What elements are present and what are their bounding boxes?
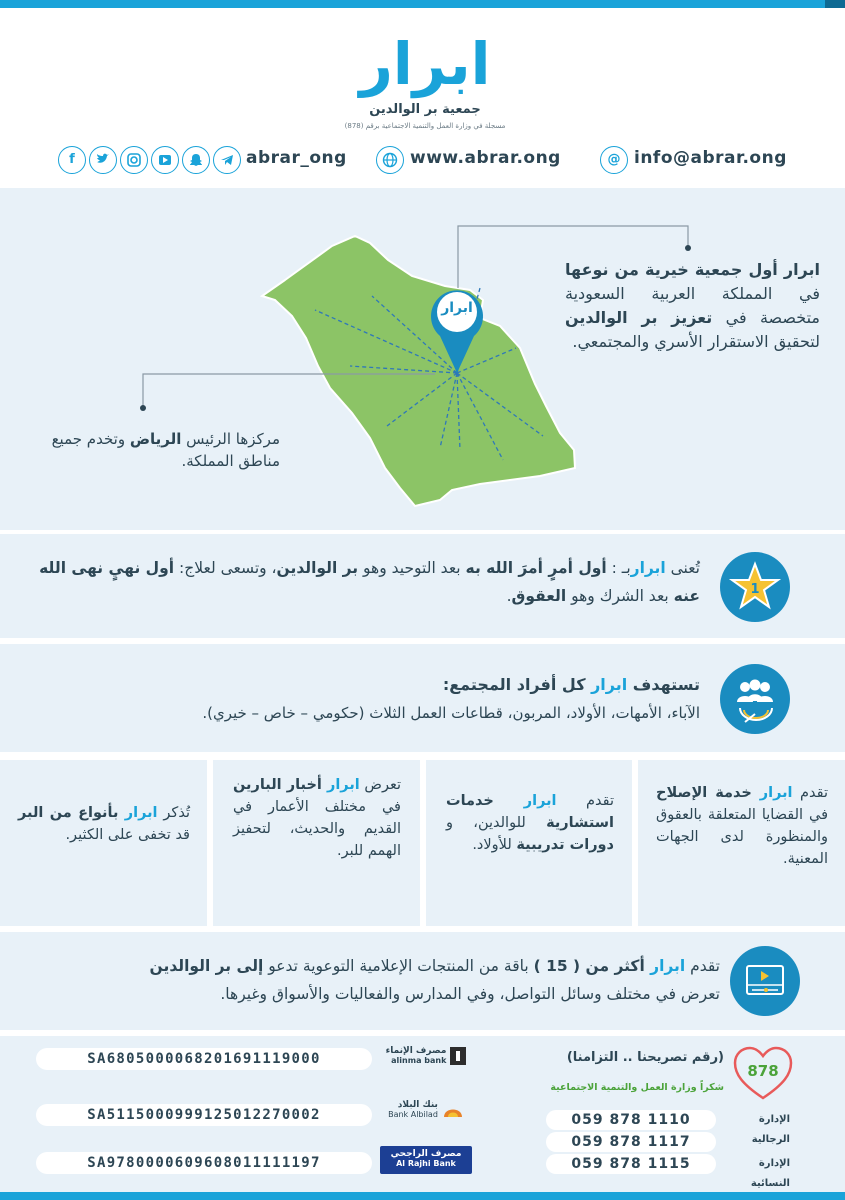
snapchat-icon[interactable] xyxy=(182,146,210,174)
phone-women-label: الإدارة النسائية xyxy=(750,1158,790,1189)
hq-paragraph: مركزها الرئيس الرياض وتخدم جميع مناطق المملكة. xyxy=(51,430,280,470)
bottom-accent-bar xyxy=(0,1192,845,1200)
logo-subtitle: جمعية بر الوالدين xyxy=(369,102,481,117)
iban-albilad[interactable]: SA5115000999125012270002 xyxy=(36,1104,372,1126)
license-line: مسجلة في وزارة العمل والتنمية الاجتماعية برقم (878) xyxy=(344,122,506,130)
iban-alinma[interactable]: SA6805000068201691119000 xyxy=(36,1048,372,1070)
pin-label: ابرار xyxy=(441,300,473,316)
target-heading: تستهدف ابرار كل أفراد المجتمع: xyxy=(442,675,700,694)
contact-row xyxy=(0,146,845,182)
column-text: تُذكر ابرار بأنواع من البر قد تخفى على الكثير. xyxy=(18,805,190,843)
license-title: (رقم تصريحنا .. التزامنا) xyxy=(566,1050,724,1065)
column-reconciliation xyxy=(638,760,845,926)
star-badge-icon xyxy=(720,552,790,622)
license-number: 878 xyxy=(747,1062,779,1080)
email-link[interactable]: info@abrar.ong xyxy=(634,148,787,168)
column-consulting xyxy=(426,760,632,926)
telegram-icon[interactable] xyxy=(213,146,241,174)
video-player-icon xyxy=(730,946,800,1016)
map-section xyxy=(0,188,845,530)
column-text: تقدم ابرار خدمات استشارية للوالدين، و دورات تدريبية للأولاد. xyxy=(446,793,614,853)
alinma-bank-logo: مصرف الإنماء alinma bank xyxy=(380,1046,472,1072)
globe-icon xyxy=(376,146,404,174)
saudi-map-graphic xyxy=(0,188,845,530)
media-row xyxy=(0,932,845,1030)
phone-men-label: الإدارة الرجالية xyxy=(751,1114,790,1145)
top-accent-bar xyxy=(0,0,845,8)
facebook-icon[interactable]: f xyxy=(58,146,86,174)
logo-mark: ابرار xyxy=(359,30,491,98)
at-sign-icon: @ xyxy=(600,146,628,174)
meaning-row xyxy=(0,534,845,638)
column-text: تقدم ابرار خدمة الإصلاح في القضايا المتعلقة بالعقوق والمنظورة لدى الجهات المعنية. xyxy=(656,785,828,867)
abrar-logo xyxy=(320,28,530,130)
phone-men[interactable]: 059 878 1110 xyxy=(546,1110,716,1130)
header xyxy=(0,8,845,188)
media-text: تقدم ابرار أكثر من ( 15 ) باقة من المنتجات الإعلامية التوعوية تدعو إلى بر الوالدين تعرض في مختلف وسائل التواصل، وفي المدارس والفعاليات والأسواق وغيرها. xyxy=(149,957,720,1003)
footer xyxy=(0,1036,845,1192)
social-handle[interactable]: abrar_ong xyxy=(246,148,347,168)
youtube-icon[interactable] xyxy=(151,146,179,174)
column-reminders xyxy=(0,760,207,926)
meaning-text: تُعنى ابراربـ : أول أمرٍ أمرَ الله به بعد التوحيد وهو بر الوالدين، وتسعى لعلاج: أول نهيٍ نهى الله عنه بعد الشرك وهو العقوق. xyxy=(39,559,700,605)
svg-text:1: 1 xyxy=(750,582,760,597)
phone-general[interactable]: 059 878 1117 xyxy=(546,1132,716,1152)
column-stories xyxy=(213,760,420,926)
column-text: تعرض ابرار أخبار البارين في مختلف الأعمار في القديم والحديث، لتحفيز الهمم للبر. xyxy=(233,777,401,859)
thanks-ministry: شكراً وزارة العمل والتنمية الاجتماعية xyxy=(550,1082,724,1093)
alrajhi-bank-logo: مصرف الراجحي Al Rajhi Bank xyxy=(380,1146,472,1174)
top-accent-bar-dark xyxy=(825,0,845,8)
intro-paragraph: ابرار أول جمعية خيرية من نوعها في المملكة العربية السعودية متخصصة في تعزيز بر الوالدين لتحقيق الاستقرار الأسري والمجتمعي. xyxy=(565,260,820,351)
website-link[interactable]: www.abrar.ong xyxy=(410,148,561,168)
community-icon xyxy=(720,664,790,734)
albilad-bank-logo: بنك البلاد Bank Albilad xyxy=(380,1100,472,1126)
target-list: الآباء، الأمهات، الأولاد، المربون، قطاعات العمل الثلاث (حكومي – خاص – خيري). xyxy=(202,704,700,722)
instagram-icon[interactable] xyxy=(120,146,148,174)
twitter-icon[interactable] xyxy=(89,146,117,174)
iban-alrajhi[interactable]: SA9780000609608011111197 xyxy=(36,1152,372,1174)
phone-women[interactable]: 059 878 1115 xyxy=(546,1154,716,1174)
target-row xyxy=(0,644,845,752)
